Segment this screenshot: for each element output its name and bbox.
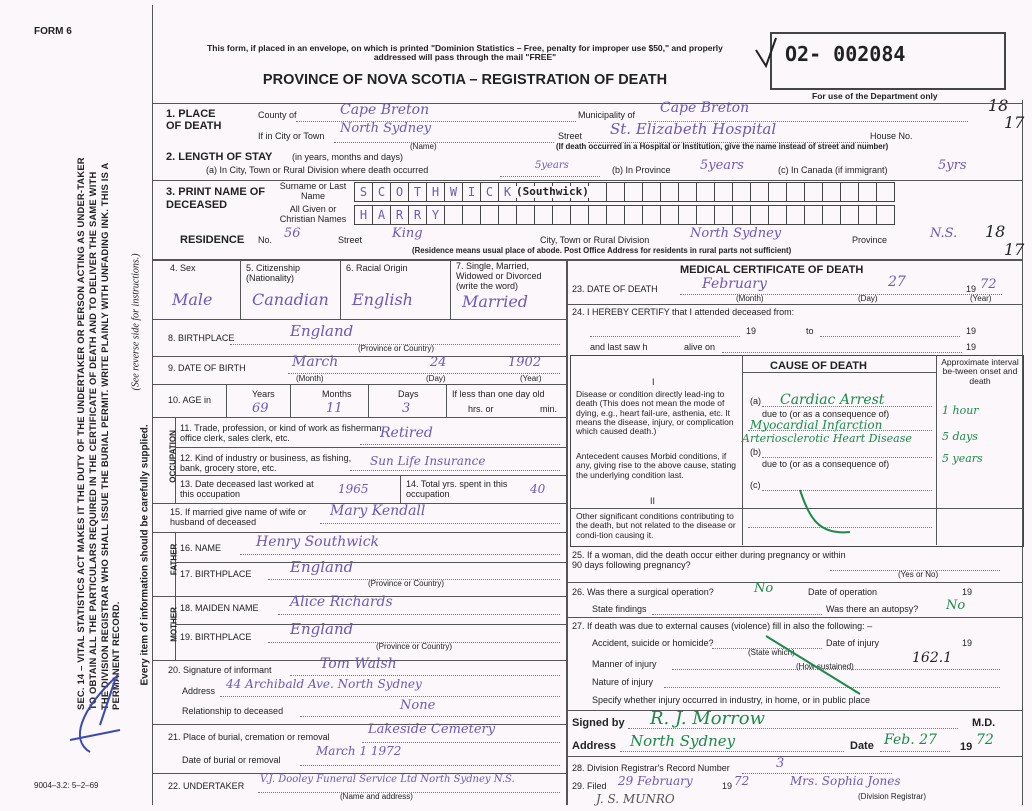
letter-box (624, 182, 643, 202)
house-no-label: House No. (870, 131, 913, 141)
stay-a-value: 5years (535, 160, 569, 171)
approx-label: Approximate interval be-tween onset and death (941, 357, 1019, 386)
letter-box: R (408, 205, 427, 225)
cause-c-marker: (c) (750, 480, 761, 490)
age-months: 11 (326, 401, 343, 416)
father-bp-value: England (290, 558, 354, 576)
letter-box (822, 205, 841, 225)
letter-box (732, 205, 751, 225)
md-label: M.D. (972, 717, 996, 729)
letter-box (642, 205, 661, 225)
dob-year-sub: (Year) (520, 374, 542, 383)
letter-box (480, 205, 499, 225)
dob-month-sub: (Month) (296, 374, 324, 383)
letter-box (678, 205, 697, 225)
code-18-res: 18 (985, 222, 1006, 241)
check-mark (752, 36, 780, 70)
marital-value: Married (462, 292, 529, 311)
mail-notice: This form, if placed in an envelope, on which is printed "Dominion Statistics – Free, penalty for improper use $50," and properly addressed will pass through the mail "FREE" (207, 43, 723, 63)
father-vertical: FATHER (169, 543, 179, 576)
letter-box (876, 182, 895, 202)
letter-box (750, 182, 769, 202)
filed-date-value: 29 February (618, 774, 693, 788)
city-town-label: If in City or Town (258, 131, 325, 141)
letter-box (876, 205, 895, 225)
inf-address-value: 44 Archibald Ave. North Sydney (226, 677, 422, 691)
burial-date-label: Date of burial or removal (182, 755, 281, 765)
name-addr-sub: (Name and address) (340, 792, 413, 801)
stay-c-label: (c) In Canada (if immigrant) (778, 165, 888, 175)
filed-19: 19 (722, 781, 733, 791)
letter-box (462, 205, 481, 225)
age-years: 69 (252, 401, 269, 416)
mother-bp-value: England (290, 620, 354, 638)
letter-box (660, 182, 679, 202)
div-registrar-sub: (Division Registrar) (858, 792, 927, 801)
county-value: Cape Breton (340, 102, 430, 118)
stay-a-label: (a) In City, Town or Rural Division where death occurred (206, 165, 429, 175)
last-saw-label: and last saw h (590, 342, 648, 352)
alive-on-label: alive on (684, 342, 716, 352)
code-162: 162.1 (912, 650, 953, 666)
cause-a-marker: (a) (750, 396, 761, 406)
sign-19: 19 (960, 741, 973, 753)
less-day-label: If less than one day old (452, 389, 545, 399)
dob-month: March (292, 354, 339, 370)
dept-use-label: For use of the Department only (812, 91, 938, 101)
certify-to: to (806, 326, 814, 336)
autopsy-value: No (946, 598, 966, 613)
green-stroke (790, 480, 860, 550)
letter-box (534, 205, 553, 225)
citizenship-label: 5. Citizenship (Nationality) (246, 263, 301, 283)
letter-box (606, 182, 625, 202)
father-bp-label: 17. BIRTHPLACE (180, 569, 252, 579)
months-label: Months (322, 389, 352, 399)
death-date-label: 23. DATE OF DEATH (572, 284, 658, 294)
interval-a: 1 hour (942, 404, 979, 417)
mother-bp-label: 19. BIRTHPLACE (180, 632, 252, 642)
dob-day: 24 (430, 355, 447, 370)
res-no-label: No. (258, 235, 273, 245)
death-year-sub: (Year) (970, 294, 992, 303)
res-city-label: City, Town or Rural Division (540, 235, 650, 245)
letter-box (624, 205, 643, 225)
letter-box (606, 205, 625, 225)
page-title: PROVINCE OF NOVA SCOTIA – REGISTRATION OF DEATH (262, 72, 668, 88)
sex-value: Male (172, 290, 213, 309)
due-to-1: due to (or as a consequence of) (762, 409, 890, 419)
res-street-label: Street (338, 235, 363, 245)
street-label: Street (558, 131, 583, 141)
signed-value: R. J. Morrow (650, 708, 765, 729)
residence-label: RESIDENCE (180, 234, 245, 246)
letter-box: W (444, 182, 463, 202)
letter-box: H (426, 182, 445, 202)
father-name-value: Henry Southwick (256, 534, 380, 550)
burial-place-value: Lakeside Cemetery (368, 722, 496, 737)
undertaker-label: 22. UNDERTAKER (168, 781, 245, 791)
hospital-note: (If death occurred in a Hospital or Institution, give the name instead of street and number) (556, 142, 889, 151)
letter-box: R (390, 205, 409, 225)
inj-19: 19 (962, 638, 973, 648)
racial-value: English (352, 290, 413, 309)
letter-box (642, 182, 661, 202)
length-stay-sub: (in years, months and days) (292, 152, 404, 162)
name-sub: (Name) (410, 142, 437, 151)
birthplace-sub: (Province or Country) (358, 344, 435, 353)
op-19: 19 (962, 587, 973, 597)
mother-vertical: MOTHER (169, 607, 179, 642)
letter-box (714, 182, 733, 202)
stay-b-value: 5years (700, 158, 744, 173)
age-days: 3 (402, 401, 411, 416)
letter-box (768, 182, 787, 202)
due-to-2: due to (or as a consequence of) (762, 459, 890, 469)
interval-b: 5 days (942, 430, 978, 443)
undertaker-value: V.J. Dooley Funeral Service Ltd North Sydney N.S. (260, 774, 515, 785)
death-day-sub: (Day) (858, 294, 878, 303)
div-registrar-value: Mrs. Sophia Jones (790, 774, 901, 788)
margin-see-reverse: (See reverse side for instructions.) (130, 253, 142, 391)
medical-cert-title: MEDICAL CERTIFICATE OF DEATH (680, 264, 864, 276)
inf-address-label: Address (182, 686, 216, 696)
birthplace-label: 8. BIRTHPLACE (168, 333, 235, 343)
length-stay-label: 2. LENGTH OF STAY (166, 151, 273, 163)
res-prov-label: Province (852, 235, 888, 245)
mother-maiden-value: Alice Richards (290, 594, 393, 610)
autopsy-label: Was there an autopsy? (826, 604, 919, 614)
letter-box (804, 182, 823, 202)
woman-label: 25. If a woman, did the death occur either during pregnancy or within 90 days following pregnancy? (572, 550, 846, 570)
municipality-value: Cape Breton (660, 100, 750, 116)
hrs-label: hrs. or (468, 404, 494, 414)
state-which-sub: (State which) (748, 648, 795, 657)
margin-signature (60, 670, 140, 760)
birthplace-value: England (290, 322, 354, 340)
signed-label: Signed by (572, 717, 625, 729)
letter-box (840, 182, 859, 202)
letter-box (732, 182, 751, 202)
res-city-value: North Sydney (690, 226, 782, 241)
letter-box: T (408, 182, 427, 202)
years-label: Years (252, 389, 275, 399)
certify-19b: 19 (966, 326, 977, 336)
letter-box (768, 205, 787, 225)
letter-box (714, 205, 733, 225)
date-label: Date (850, 740, 874, 752)
industry-q-label: Specify whether injury occurred in industry, in home, or in public place (592, 695, 870, 705)
surgery-value: No (754, 581, 774, 596)
letter-box (804, 205, 823, 225)
marital-label: 7. Single, Married, Widowed or Divorced (write the word) (456, 261, 542, 291)
days-label: Days (398, 389, 419, 399)
sex-label: 4. Sex (170, 263, 196, 273)
total-yrs-value: 40 (530, 482, 546, 496)
res-no-value: 56 (284, 226, 301, 241)
relationship-value: None (400, 698, 436, 713)
informant-value: Tom Walsh (320, 656, 397, 672)
cause-a2-value: Myocardial Infarction (750, 418, 883, 432)
undertaker-signature: J. S. MUNRO (596, 792, 675, 806)
antecedent-text: Antecedent causes Morbid conditions, if any, giving rise to the above cause, stating the underlying condition last. (576, 451, 737, 480)
letter-box (660, 205, 679, 225)
external-label: 27. If death was due to external causes (violence) fill in also the following: – (572, 621, 873, 631)
letter-box (750, 205, 769, 225)
trade-value: Retired (380, 425, 433, 441)
surgery-label: 26. Was there a surgical operation? (572, 587, 714, 597)
letter-box: I (462, 182, 481, 202)
surname-typed: (Southwick) (516, 185, 589, 198)
interval-c: 5 years (942, 452, 983, 465)
dob-year: 1902 (508, 355, 542, 370)
disease-text: Disease or condition directly lead-ing to death (This does not mean the mode of dying, e.g., heart fail-ure, asthenia, etc. It means the disease, injury, or complication which caused death.) (576, 389, 734, 437)
death-month: February (702, 276, 767, 292)
municipality-label: Municipality of (578, 110, 636, 120)
dob-label: 9. DATE OF BIRTH (168, 363, 246, 373)
other-sig-text: Other significant conditions contributing to the death, but not related to the disease or condi-tion causing it. (576, 511, 736, 540)
sign-year-value: 72 (976, 732, 994, 748)
certify-label: 24. I HEREBY CERTIFY that I attended deceased from: (572, 307, 795, 317)
industry-value: Sun Life Insurance (370, 454, 486, 468)
letter-box (552, 205, 571, 225)
code-17-top: 17 (1004, 113, 1025, 132)
letter-box: C (480, 182, 499, 202)
letter-box (786, 182, 805, 202)
father-name-label: 16. NAME (180, 543, 222, 553)
death-19: 19 (966, 284, 977, 294)
cause-b-marker: (b) (750, 447, 761, 457)
letter-box: Y (426, 205, 445, 225)
address-label: Address (572, 740, 617, 752)
last-worked-value: 1965 (338, 482, 369, 496)
filed-year-value: 72 (734, 774, 750, 788)
margin-carefully: Every item of information should be carefully supplied. (139, 424, 151, 686)
wife-label: 15. If married give name of wife or husband of deceased (170, 507, 307, 527)
cause-a3-value: Arteriosclerotic Heart Disease (742, 432, 912, 445)
city-value: North Sydney (340, 121, 432, 136)
sign-address-value: North Sydney (630, 732, 736, 750)
print-name-label: 3. PRINT NAME OF DECEASED (166, 186, 266, 212)
roman-one: I (652, 377, 655, 387)
reg-num-value: 3 (776, 756, 785, 771)
letter-box (678, 182, 697, 202)
res-prov-value: N.S. (930, 226, 958, 241)
yes-no-sub: (Yes or No) (898, 570, 939, 579)
stay-b-label: (b) In Province (612, 165, 671, 175)
death-year: 72 (980, 277, 997, 292)
stay-c-value: 5yrs (938, 158, 967, 173)
green-slash (760, 630, 870, 700)
inj-date-label: Date of injury (826, 638, 880, 648)
findings-label: State findings (592, 604, 647, 614)
letter-box (786, 205, 805, 225)
county-label: County of (258, 110, 297, 120)
occupation-vertical: OCCUPATION (168, 430, 178, 483)
letter-box (858, 182, 877, 202)
cause-a-value: Cardiac Arrest (780, 392, 885, 408)
burial-label: 21. Place of burial, cremation or removal (168, 732, 330, 742)
res-street-value: King (392, 226, 423, 241)
mother-bp-sub: (Province or Country) (376, 642, 453, 651)
letter-box (570, 205, 589, 225)
letter-box (444, 205, 463, 225)
wife-value: Mary Kendall (330, 503, 426, 519)
letter-box (696, 205, 715, 225)
burial-date-value: March 1 1972 (316, 744, 402, 758)
registration-number: O2- 002084 (785, 42, 906, 66)
letter-box (588, 205, 607, 225)
total-yrs-label: 14. Total yrs. spent in this occupation (406, 479, 508, 499)
informant-label: 20. Signature of informant (168, 665, 272, 675)
form-number: FORM 6 (34, 26, 72, 37)
surname-label: Surname or Last Name (279, 181, 347, 201)
death-month-sub: (Month) (736, 294, 764, 303)
alive-19: 19 (966, 342, 977, 352)
letter-box: C (372, 182, 391, 202)
cause-title: CAUSE OF DEATH (770, 360, 867, 372)
letter-box (858, 205, 877, 225)
letter-box (498, 205, 517, 225)
father-bp-sub: (Province or Country) (368, 579, 445, 588)
street-value: St. Elizabeth Hospital (610, 120, 777, 138)
margin-instructions: SEC. 14 – VITAL STATISTICS ACT MAKES IT THE DUTY OF THE UNDERTAKER OR PERSON ACTING AS UNDER-TAKER TO OBTAIN ALL THE PARTICULARS REQUIRED IN THE CERTIFICATE OF DEATH AND TO DELIVER THE SAME WITH THE DIVISION REGISTRAR WHO SHALL ISSUE THE BURIAL PERMIT. WRITE PLAINLY WITH UNFADING INK. THIS IS A PERMANENT RECORD. (75, 157, 122, 710)
place-of-death-label: 1. PLACE OF DEATH (166, 108, 222, 133)
age-label: 10. AGE in (168, 395, 212, 405)
filed-label: 29. Filed (572, 781, 607, 791)
citizenship-value: Canadian (252, 290, 329, 309)
letter-box (840, 205, 859, 225)
manner-label: Manner of injury (592, 659, 657, 669)
reg-num-label: 28. Division Registrar's Record Number (572, 763, 730, 773)
letter-box (822, 182, 841, 202)
letter-box (516, 205, 535, 225)
op-date-label: Date of operation (808, 587, 878, 597)
min-label: min. (540, 404, 558, 414)
given-label: All Given or Christian Names (279, 204, 347, 224)
accident-label: Accident, suicide or homicide? (592, 638, 714, 648)
industry-label: 12. Kind of industry or business, as fishing, bank, grocery store, etc. (180, 453, 352, 473)
sign-date-value: Feb. 27 (884, 732, 937, 748)
last-worked-label: 13. Date deceased last worked at this occupation (180, 479, 314, 499)
relationship-label: Relationship to deceased (182, 706, 284, 716)
residence-note: (Residence means usual place of abode. Post Office Address for residents in rural parts not sufficient) (412, 246, 792, 255)
letter-box: H (354, 205, 373, 225)
racial-label: 6. Racial Origin (346, 263, 408, 273)
trade-label: 11. Trade, profession, or kind of work as fisherman, office clerk, sales clerk, etc. (180, 423, 384, 443)
code-18-top: 18 (988, 96, 1009, 115)
certify-19a: 19 (746, 326, 757, 336)
death-day: 27 (888, 274, 906, 290)
mother-maiden-label: 18. MAIDEN NAME (180, 603, 259, 613)
letter-box (588, 182, 607, 202)
how-sub: (How sustained) (796, 662, 854, 671)
letter-box: A (372, 205, 391, 225)
letter-box: K (498, 182, 517, 202)
letter-box (696, 182, 715, 202)
letter-box: O (390, 182, 409, 202)
dob-day-sub: (Day) (426, 374, 446, 383)
code-17-res: 17 (1004, 240, 1025, 259)
roman-two: II (650, 496, 656, 506)
footer-code: 9004–3.2: 5–2–69 (34, 781, 99, 790)
letter-box: S (354, 182, 373, 202)
nature-label: Nature of injury (592, 677, 654, 687)
